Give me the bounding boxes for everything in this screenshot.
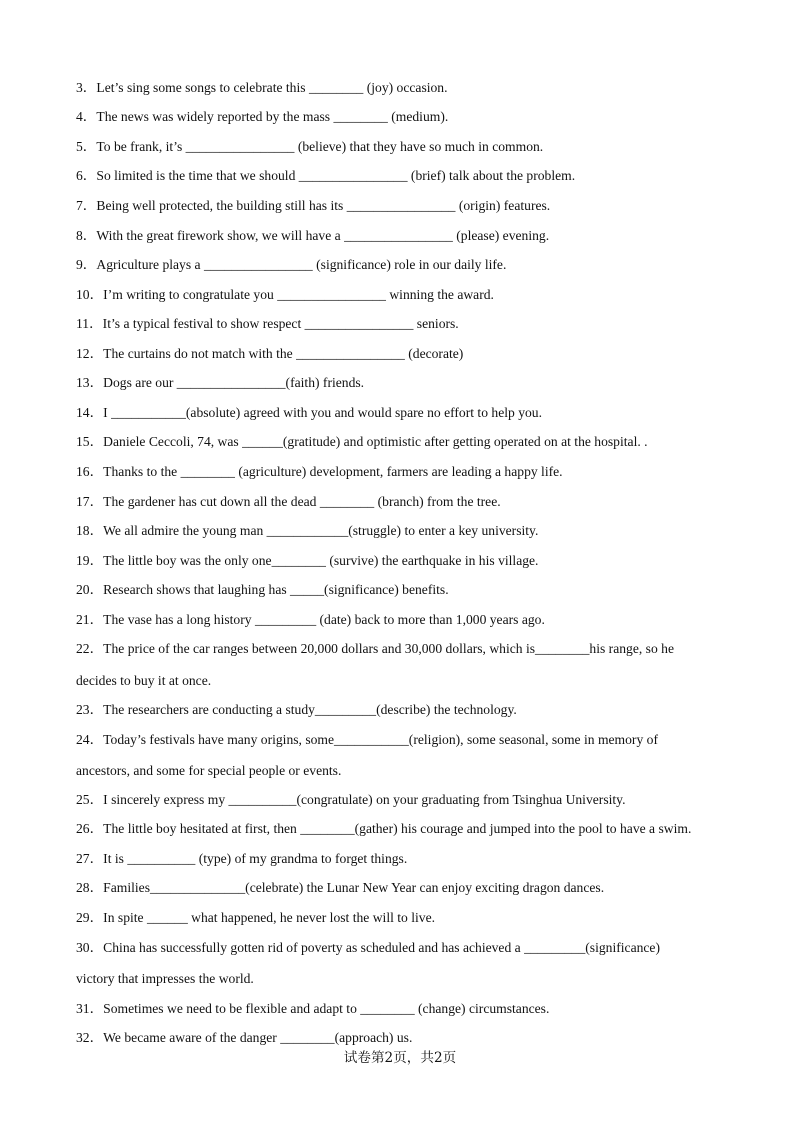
- question-23: 23．The researchers are conducting a study_________(describe) the technology.: [76, 702, 517, 717]
- question-14: 14．I ___________(absolute) agreed with you and would spare no effort to help you.: [76, 405, 542, 420]
- question-5: 5．To be frank, it’s ________________ (believe) that they have so much in common.: [76, 139, 544, 154]
- question-7: 7．Being well protected, the building still has its ________________ (origin) features.: [76, 198, 551, 213]
- question-15: 15．Daniele Ceccoli, 74, was ______(gratitude) and optimistic after getting operated on at the hospital. .: [76, 434, 648, 449]
- question-26: 26．The little boy hesitated at first, then ________(gather) his courage and jumped into the pool to have a swim.: [76, 821, 692, 836]
- page-footer: 试卷第2页，共2页: [343, 1050, 457, 1066]
- question-25: 25．I sincerely express my __________(congratulate) on your graduating from Tsinghua University.: [76, 792, 626, 807]
- question-31: 31．Sometimes we need to be flexible and adapt to ________ (change) circumstances.: [76, 1001, 550, 1016]
- question-4: 4．The news was widely reported by the mass ________ (medium).: [76, 109, 449, 124]
- question-28: 28．Families______________(celebrate) the Lunar New Year can enjoy exciting dragon dances.: [76, 880, 605, 895]
- question-11: 11．It’s a typical festival to show respect ________________ seniors.: [76, 316, 459, 331]
- question-3: 3．Let’s sing some songs to celebrate this ________ (joy) occasion.: [76, 80, 448, 95]
- question-21: 21．The vase has a long history _________ (date) back to more than 1,000 years ago.: [76, 612, 545, 627]
- question-30-cont: victory that impresses the world.: [76, 971, 254, 986]
- question-24-cont: ancestors, and some for special people or events.: [76, 763, 342, 778]
- question-19: 19．The little boy was the only one________ (survive) the earthquake in his village.: [76, 553, 539, 568]
- question-24: 24．Today’s festivals have many origins, some___________(religion), some seasonal, some in memory of: [76, 732, 658, 747]
- question-13: 13．Dogs are our ________________(faith) friends.: [76, 375, 365, 390]
- question-6: 6．So limited is the time that we should ________________ (brief) talk about the problem.: [76, 168, 576, 183]
- question-16: 16．Thanks to the ________ (agriculture) development, farmers are leading a happy life.: [76, 464, 563, 479]
- question-27: 27．It is __________ (type) of my grandma to forget things.: [76, 851, 408, 866]
- question-22-cont: decides to buy it at once.: [76, 673, 212, 688]
- question-22: 22．The price of the car ranges between 20,000 dollars and 30,000 dollars, which is________his range, so he: [76, 641, 674, 656]
- question-30: 30．China has successfully gotten rid of poverty as scheduled and has achieved a _________(significance): [76, 940, 660, 955]
- question-18: 18．We all admire the young man ____________(struggle) to enter a key university.: [76, 523, 539, 538]
- question-9: 9．Agriculture plays a ________________ (significance) role in our daily life.: [76, 257, 507, 272]
- question-8: 8．With the great firework show, we will have a ________________ (please) evening.: [76, 228, 550, 243]
- question-12: 12．The curtains do not match with the ________________ (decorate): [76, 346, 464, 361]
- question-32: 32．We became aware of the danger ________(approach) us.: [76, 1030, 413, 1045]
- question-17: 17．The gardener has cut down all the dead ________ (branch) from the tree.: [76, 494, 501, 509]
- question-10: 10．I’m writing to congratulate you ________________ winning the award.: [76, 287, 494, 302]
- question-29: 29．In spite ______ what happened, he never lost the will to live.: [76, 910, 436, 925]
- question-20: 20．Research shows that laughing has _____(significance) benefits.: [76, 582, 449, 597]
